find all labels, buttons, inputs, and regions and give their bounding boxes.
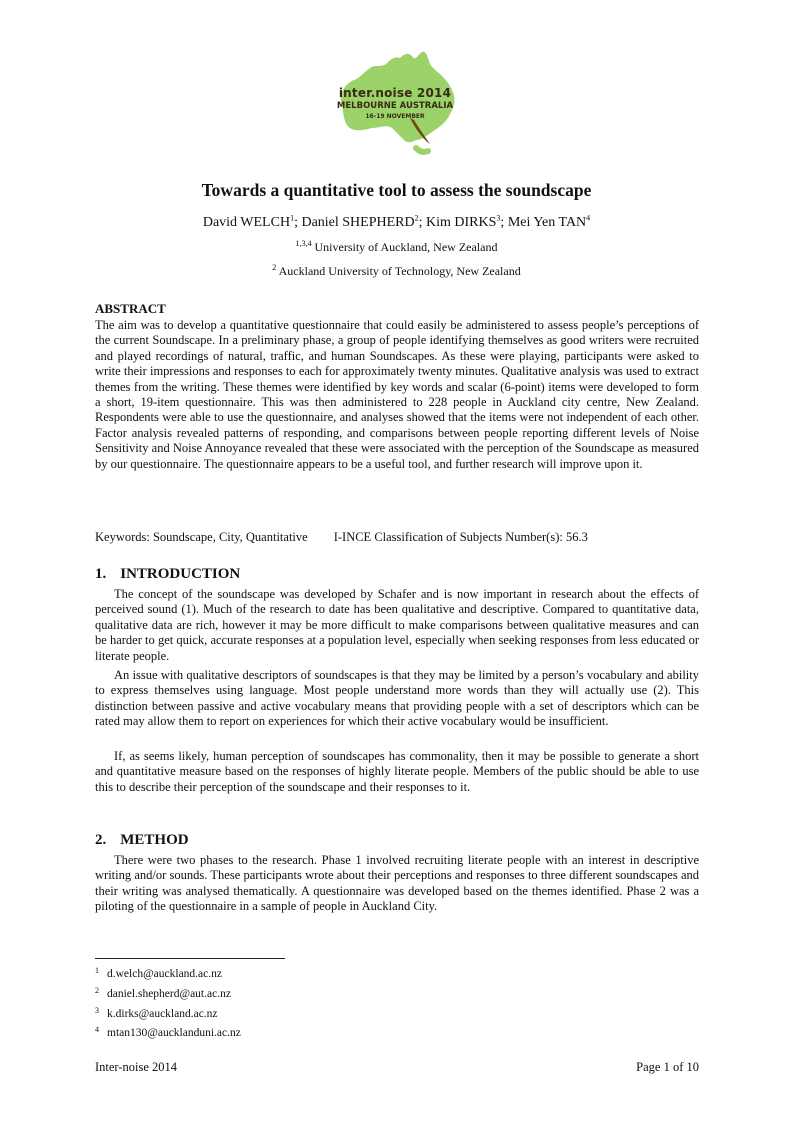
affiliation-mark: 2 <box>272 263 277 272</box>
footnote <box>95 983 241 1003</box>
section-number: 1. <box>95 566 107 582</box>
section-title: METHOD <box>120 832 189 848</box>
author-name: David WELCH <box>202 215 291 230</box>
abstract-text: The aim was to develop a quantitative questionnaire that could easily be administered to assess people’s perceptions of the current Soundscape. In a preliminary phase, a group of people identifying themselves as good writers were recruited and played recordings of natural, traffic, and human Soundscapes. As these were playing, participants were asked to write their impressions and responses to each for approximately twenty minutes. Qualitative analysis was used to extract themes from the writing. These themes were identified by key words and scalar (6-point) items were developed to form a short, 19-item questionnaire. This was then administered to 228 people in Auckland city centre, New Zealand. Respondents were able to use the questionnaire, and analyses showed that the items were not independent of each other. Factor analysis revealed patterns of responding, and comparisons between people reporting different levels of Noise Sensitivity and Noise Annoyance revealed that these were associated with the perception of the Soundscape as measured by our questionnaire. The questionnaire appears to be a useful tool, and further research will improve upon it. <box>95 318 699 471</box>
footnote-divider <box>95 958 285 959</box>
author-affiliation-mark: 2 <box>414 213 419 223</box>
author-name: Mei Yen TAN <box>507 215 587 230</box>
footnote-email-link[interactable]: d.welch@auckland.ac.nz <box>107 968 222 980</box>
footer-page-number: Page 1 of 10 <box>636 1060 699 1074</box>
footnote-email-link[interactable]: mtan130@aucklanduni.ac.nz <box>107 1027 241 1040</box>
affiliation-mark: 1,3,4 <box>295 239 312 248</box>
classification: I-INCE Classification of Subjects Number(s): 56.3 <box>333 530 588 544</box>
footer-conference: Inter-noise 2014 <box>95 1060 178 1074</box>
abstract-heading: ABSTRACT <box>95 301 166 316</box>
body-paragraph: There were two phases to the research. Phase 1 involved recruiting literate people with an interest in descriptive writing and/or sounds. These participants wrote about their perceptions and responses to three different soundscapes and their writing was analysed thematically. A questionnaire was developed based on the themes identified. Phase 2 was a piloting of the questionnaire in a sample of people in Auckland City. <box>95 853 699 914</box>
section-heading <box>95 566 240 583</box>
footnote-email-link[interactable]: daniel.shepherd@aut.ac.nz <box>107 987 231 1000</box>
section-heading <box>95 832 189 849</box>
author-affiliation-mark: 3 <box>496 213 501 223</box>
keywords: Keywords: Soundscape, City, Quantitative <box>95 530 308 544</box>
body-paragraph: If, as seems likely, human perception of soundscapes has commonality, then it may be possible to generate a short and quantitative measure based on the responses of highly literate people. Members of the public should be able to use this to describe their perception of the soundscape and their responses to it. <box>95 749 699 794</box>
section-number: 2. <box>95 832 107 848</box>
logo-line-2: MELBOURNE AUSTRALIA <box>336 101 454 111</box>
author-name: Daniel SHEPHERD <box>301 215 415 230</box>
logo-line-1: inter.noise 2014 <box>338 86 452 100</box>
body-paragraph: An issue with qualitative descriptors of soundscapes is that they may be limited by a person’s vocabulary and ability to express themselves using language. Most people understand more words than they will actually use (2). This distinction between passive and active vocabulary means that providing people with a set of descriptors which can be rated may allow them to report on experiences for which their active vocabulary would be insufficient. <box>95 668 699 729</box>
author-affiliation-mark: 4 <box>586 213 591 223</box>
paper-title: Towards a quantitative tool to assess the soundscape <box>201 180 592 200</box>
affiliation-text: Auckland University of Technology, New Zealand <box>276 264 521 278</box>
footnote-mark: 1 <box>95 966 99 975</box>
author-name: Kim DIRKS <box>426 215 497 230</box>
section-title: INTRODUCTION <box>120 566 241 582</box>
footnote <box>95 1003 241 1023</box>
conference-logo <box>320 48 470 163</box>
affiliation <box>0 240 793 255</box>
footnote-mark: 4 <box>95 1025 99 1035</box>
footnote-mark: 3 <box>95 1005 99 1015</box>
author-separator: ; <box>418 215 427 230</box>
affiliation-text: University of Auckland, New Zealand <box>311 240 498 254</box>
author-separator: ; <box>500 215 508 230</box>
footnote-mark: 2 <box>95 985 99 995</box>
author-affiliation-mark: 1 <box>290 213 295 223</box>
footnotes <box>95 963 241 1042</box>
keywords-line <box>95 530 588 545</box>
author-list <box>0 215 793 231</box>
affiliation <box>0 264 793 279</box>
footnote-email-link[interactable]: k.dirks@auckland.ac.nz <box>107 1007 218 1020</box>
footnote <box>95 963 241 983</box>
author-separator: ; <box>294 215 302 230</box>
body-paragraph: The concept of the soundscape was developed by Schafer and is now important in research about the effects of perceived sound (1). Much of the research to date has been qualitative and descriptive. Compared to quantitative data, qualitative data are rich, however it may be more difficult to make comparisons between qualitative measures and can be harder to get quick, accurate responses at a population level, especially when seeking responses from less educated or literate people. <box>95 587 699 663</box>
footnote <box>95 1022 241 1042</box>
logo-line-3: 16-19 NOVEMBER <box>365 113 425 120</box>
